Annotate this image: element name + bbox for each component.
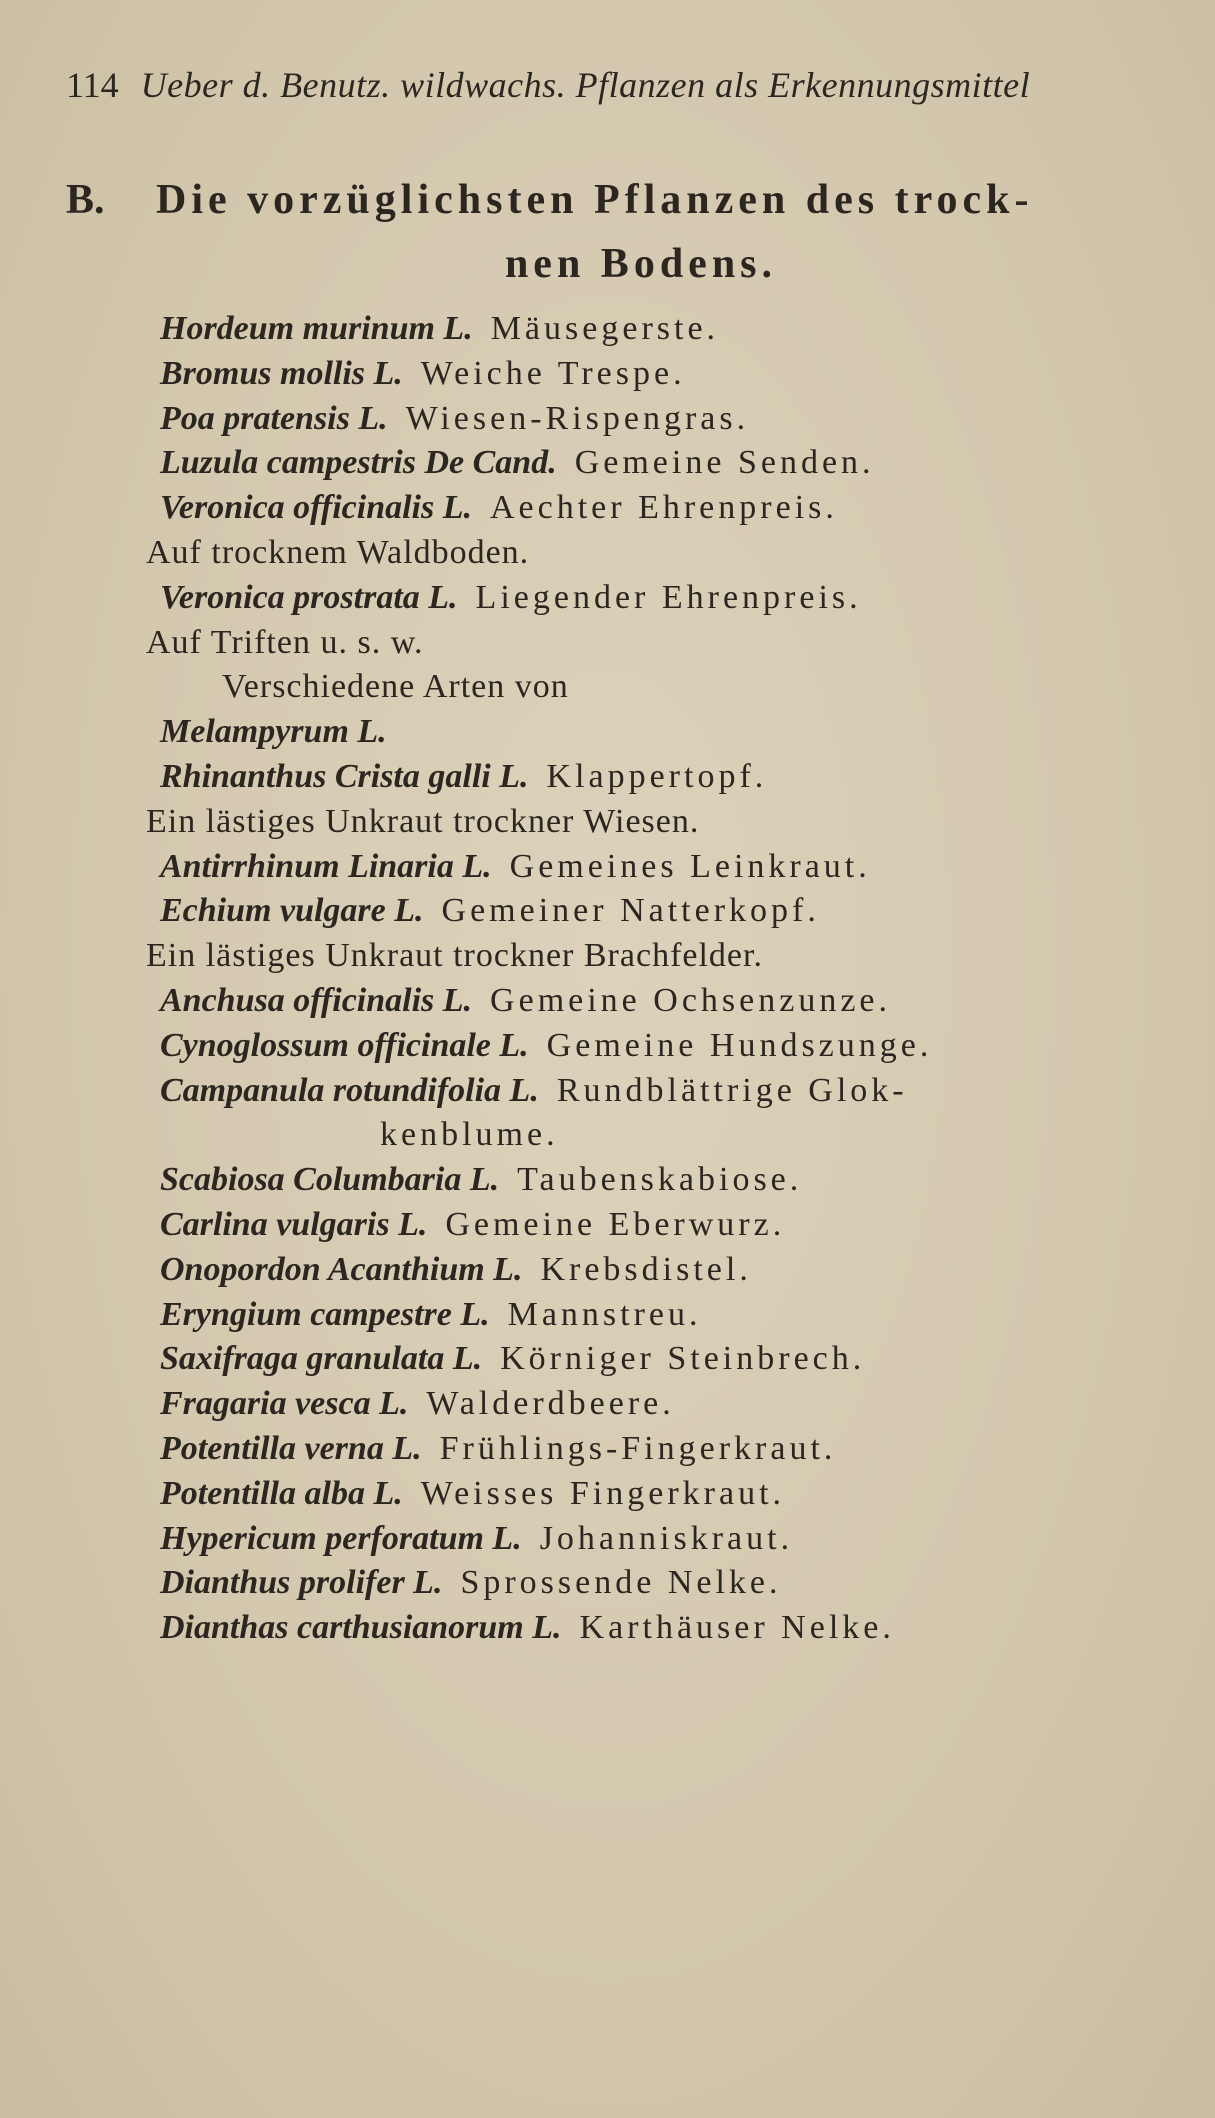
plant-entry <box>160 400 749 438</box>
plant-entry <box>160 1251 752 1289</box>
latin-name: Bromus mollis L. <box>160 355 403 392</box>
german-name: Mäusegerste. <box>490 310 720 347</box>
latin-name: Poa pratensis L. <box>160 400 388 437</box>
section-title-line2: nen Bodens. <box>504 241 778 287</box>
latin-name: Antirrhinum Linaria L. <box>160 848 492 885</box>
latin-name: Dianthus prolifer L. <box>160 1564 443 1601</box>
plant-entry <box>160 758 767 796</box>
habitat-note: Ein lästiges Unkraut trockner Brachfelder. <box>146 937 763 974</box>
latin-name: Anchusa officinalis L. <box>160 982 473 1019</box>
german-name: Gemeiner Natterkopf. <box>441 892 820 929</box>
latin-name: Veronica prostrata L. <box>160 579 458 616</box>
latin-name: Potentilla verna L. <box>160 1430 422 1467</box>
german-name: Sprossende Nelke. <box>460 1564 782 1601</box>
section-heading <box>66 168 1126 296</box>
habitat-note: Auf trocknem Waldboden. <box>146 534 530 571</box>
latin-name: Fragaria vesca L. <box>160 1385 409 1422</box>
german-name: Karthäuser Nelke. <box>579 1609 895 1646</box>
german-name: Walderdbeere. <box>426 1385 675 1422</box>
plant-entry <box>160 1564 782 1602</box>
german-name: Frühlings-Fingerkraut. <box>439 1430 837 1467</box>
plant-entry <box>160 892 820 930</box>
section-label: B. <box>66 177 105 223</box>
latin-name: Dianthas carthusianorum L. <box>160 1609 562 1646</box>
plant-entry <box>160 1609 895 1647</box>
latin-name: Campanula rotundifolia L. <box>160 1072 539 1109</box>
german-name: Aechter Ehrenpreis. <box>490 489 838 526</box>
page-number: 114 <box>66 65 119 105</box>
latin-name: Hordeum murinum L. <box>160 310 473 347</box>
running-title: Ueber d. Benutz. wildwachs. Pflanzen als Erkennungsmittel <box>140 65 1031 105</box>
plant-entry <box>160 1206 785 1244</box>
german-name: Taubenskabiose. <box>517 1161 803 1198</box>
german-name: Gemeine Hundszunge. <box>546 1027 933 1064</box>
plant-entry <box>160 355 686 393</box>
plant-entry <box>160 1385 675 1423</box>
latin-name: Cynoglossum officinale L. <box>160 1027 529 1064</box>
german-name: Weiche Trespe. <box>420 355 686 392</box>
german-name: Johanniskraut. <box>539 1520 794 1557</box>
intro-line: Verschiedene Arten von <box>222 668 569 705</box>
german-name: Krebsdistel. <box>540 1251 752 1288</box>
plant-entry <box>160 1430 836 1468</box>
latin-name: Saxifraga granulata L. <box>160 1340 483 1377</box>
latin-name: Onopordon Acanthium L. <box>160 1251 523 1288</box>
latin-name: Eryngium campestre L. <box>160 1296 490 1333</box>
german-name: Weisses Fingerkraut. <box>420 1475 786 1512</box>
latin-name: Hypericum perforatum L. <box>160 1520 522 1557</box>
plant-entry <box>160 1296 702 1334</box>
german-name-continuation: kenblume. <box>380 1116 559 1153</box>
habitat-note: Ein lästiges Unkraut trockner Wiesen. <box>146 803 700 840</box>
german-name: Rundblättrige Glok- <box>556 1072 908 1109</box>
plant-entry <box>160 1475 785 1513</box>
latin-name: Echium vulgare L. <box>160 892 424 929</box>
german-name: Liegender Ehrenpreis. <box>475 579 862 616</box>
latin-name: Luzula campestris De Cand. <box>160 444 557 481</box>
plant-entry <box>160 444 875 482</box>
plant-entry <box>160 1340 865 1378</box>
plant-entry <box>160 1072 908 1110</box>
plant-entry <box>160 982 891 1020</box>
section-title-line1: Die vorzüglichsten Pflanzen des trock- <box>156 177 1034 223</box>
plant-entry <box>160 1161 802 1199</box>
german-name: Gemeines Leinkraut. <box>509 848 871 885</box>
habitat-note: Auf Triften u. s. w. <box>146 624 424 661</box>
german-name: Gemeine Senden. <box>574 444 875 481</box>
german-name: Mannstreu. <box>507 1296 702 1333</box>
plant-entry <box>160 713 405 751</box>
plant-entry <box>160 1520 793 1558</box>
german-name: Körniger Steinbrech. <box>500 1340 866 1377</box>
latin-name: Rhinanthus Crista galli L. <box>160 758 529 795</box>
latin-name: Melampyrum L. <box>160 713 387 750</box>
latin-name: Carlina vulgaris L. <box>160 1206 428 1243</box>
latin-name: Veronica officinalis L. <box>160 489 472 526</box>
latin-name: Potentilla alba L. <box>160 1475 403 1512</box>
german-name: Gemeine Eberwurz. <box>445 1206 786 1243</box>
plant-entry <box>160 848 871 886</box>
german-name: Wiesen-Rispengras. <box>405 400 750 437</box>
plant-entry <box>160 1027 932 1065</box>
plant-entry <box>160 489 838 527</box>
latin-name: Scabiosa Columbaria L. <box>160 1161 500 1198</box>
german-name: Klappertopf. <box>546 758 768 795</box>
german-name: Gemeine Ochsenzunze. <box>490 982 892 1019</box>
plant-entry <box>160 310 719 348</box>
running-header <box>66 64 1135 106</box>
plant-entry <box>160 579 862 617</box>
